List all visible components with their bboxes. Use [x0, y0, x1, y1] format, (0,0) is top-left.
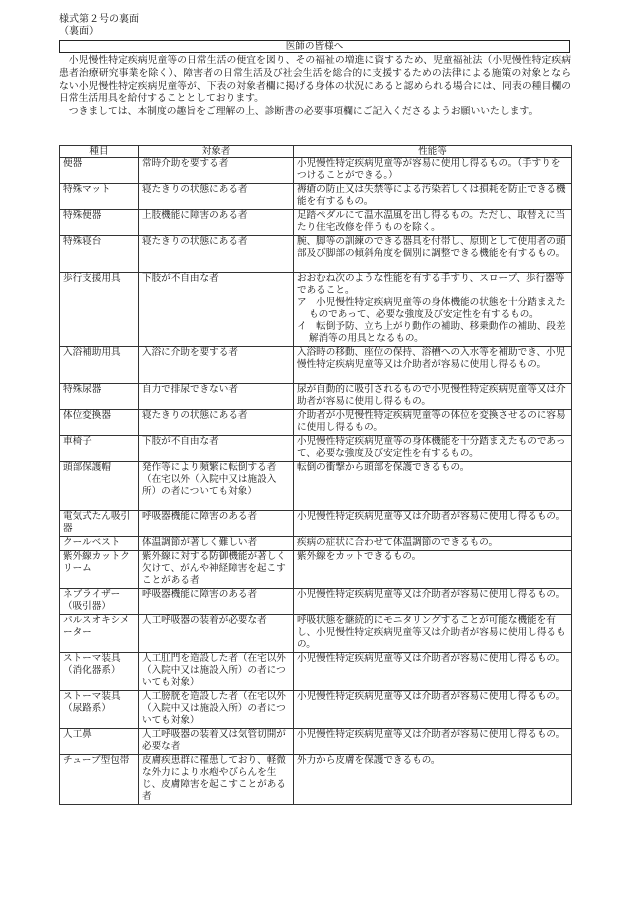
- performance-line: 褥瘡の防止又は失禁等による汚染若しくは損耗を防止できる機能を有するもの。: [297, 184, 566, 207]
- form-number: 様式第２号の裏面: [59, 14, 139, 25]
- target-cell: 常時介助を要する者: [139, 158, 294, 184]
- performance-cell: [294, 589, 572, 615]
- performance-cell: [294, 184, 572, 210]
- performance-line: 介助者が小児慢性特定疾病児童等の体位を変換させるのに容易に使用し得るもの。: [297, 410, 566, 433]
- performance-line: 紫外線をカットできるもの。: [297, 551, 422, 562]
- item-cell: 特殊尿器: [60, 384, 139, 410]
- performance-cell: [294, 653, 572, 691]
- performance-cell: [294, 537, 572, 551]
- performance-cell: [294, 436, 572, 462]
- intro-text: [59, 55, 571, 119]
- target-cell: 人工肛門を造設した者（在宅以外（入院中又は施設入所）の者についても対象）: [139, 653, 294, 691]
- table-row: [60, 589, 572, 615]
- target-cell: 上肢機能に障害のある者: [139, 210, 294, 236]
- item-cell: 電気式たん吸引器: [60, 511, 139, 537]
- performance-cell: [294, 210, 572, 236]
- performance-cell: [294, 729, 572, 755]
- performance-line: 小児慢性特定疾病児童等又は介助者が容易に使用し得るもの。: [297, 729, 566, 740]
- table-row: [60, 462, 572, 511]
- header-performance: 性能等: [294, 146, 572, 158]
- table-row: [60, 236, 572, 273]
- item-cell: ストーマ装具（尿路系）: [60, 691, 139, 729]
- target-cell: 入浴に介助を要する者: [139, 347, 294, 384]
- target-cell: 寝たきりの状態にある者: [139, 184, 294, 210]
- item-cell: 車椅子: [60, 436, 139, 462]
- performance-line: 足踏ペダルにて温水温風を出し得るもの。ただし、取替えに当たり住宅改修を伴うものを除く。: [297, 210, 566, 233]
- performance-line: イ 転倒予防、立ち上がり動作の補助、移乗動作の補助、段差解消等の用具となるもの。: [297, 321, 566, 344]
- target-cell: 自力で排尿できない者: [139, 384, 294, 410]
- table-row: [60, 729, 572, 755]
- performance-cell: [294, 551, 572, 589]
- performance-cell: [294, 158, 572, 184]
- target-cell: 皮膚疾患群に罹患しており、軽微な外力により水疱やびらんを生じ、皮膚障害を起こすことがある者: [139, 755, 294, 805]
- performance-line: 小児慢性特定疾病児童等又は介助者が容易に使用し得るもの。: [297, 653, 566, 664]
- target-cell: 下肢が不自由な者: [139, 273, 294, 347]
- performance-line: 小児慢性特定疾病児童等の身体機能を十分踏まえたものであって、必要な強度及び安定性を有するもの。: [297, 436, 566, 459]
- performance-cell: [294, 384, 572, 410]
- item-cell: クールベスト: [60, 537, 139, 551]
- table-header-row: [60, 146, 572, 158]
- performance-line: ア 小児慢性特定疾病児童等の身体機能の状態を十分踏まえたものであって、必要な強度及び安定性を有するもの。: [297, 297, 566, 320]
- table-row: [60, 615, 572, 653]
- performance-line: おおむね次のような性能を有する手すり、スロープ、歩行器等であること。: [297, 273, 565, 296]
- performance-cell: [294, 347, 572, 384]
- item-cell: ストーマ装具（消化器系）: [60, 653, 139, 691]
- performance-line: 呼吸状態を継続的にモニタリングすることが可能な機能を有し、小児慢性特定疾病児童等又は介助者が容易に使用し得るもの。: [297, 615, 566, 650]
- performance-line: 小児慢性特定疾病児童等又は介助者が容易に使用し得るもの。: [297, 511, 566, 522]
- target-cell: 紫外線に対する防御機能が著しく欠けて、がんや神経障害を起こすことがある者: [139, 551, 294, 589]
- table-row: [60, 755, 572, 805]
- target-cell: 寝たきりの状態にある者: [139, 410, 294, 436]
- performance-cell: [294, 410, 572, 436]
- item-cell: 紫外線カットクリーム: [60, 551, 139, 589]
- table-row: [60, 653, 572, 691]
- table-row: [60, 210, 572, 236]
- target-cell: 下肢が不自由な者: [139, 436, 294, 462]
- target-cell: 呼吸器機能に障害のある者: [139, 589, 294, 615]
- item-cell: 特殊便器: [60, 210, 139, 236]
- performance-line: 小児慢性特定疾病児童等又は介助者が容易に使用し得るもの。: [297, 589, 566, 600]
- performance-cell: [294, 691, 572, 729]
- equipment-table: [59, 145, 572, 805]
- intro-paragraph: 小児慢性特定疾病児童等の日常生活の便宜を図り、その福祉の増進に資するため、児童福祉法（小児慢性特定疾病患者治療研究事業を除く）、障害者の日常生活及び社会生活を総合的に支援するための法律による施策の対象とならない小児慢性特定疾病児童等が、下表の対象者欄に掲げる身体の状況にあると認められる場合には、同表の種目欄の日常生活用具を給付することとしております。: [59, 55, 571, 105]
- performance-cell: [294, 755, 572, 805]
- table-row: [60, 691, 572, 729]
- notice-title-box: 医師の皆様へ: [59, 40, 570, 53]
- item-cell: 体位変換器: [60, 410, 139, 436]
- table-row: [60, 347, 572, 384]
- item-cell: 特殊マット: [60, 184, 139, 210]
- target-cell: 人工呼吸器の装着が必要な者: [139, 615, 294, 653]
- target-cell: 発作等により頻繁に転倒する者（在宅以外（入院中又は施設入所）の者についても対象）: [139, 462, 294, 511]
- performance-cell: [294, 511, 572, 537]
- item-cell: パルスオキシメーター: [60, 615, 139, 653]
- performance-cell: [294, 462, 572, 511]
- performance-cell: [294, 236, 572, 273]
- table-row: [60, 158, 572, 184]
- performance-line: 入浴時の移動、座位の保持、浴槽への入水等を補助でき、小児慢性特定疾病児童等又は介助者が容易に使用し得るもの。: [297, 347, 566, 370]
- table-row: [60, 384, 572, 410]
- header-item: 種目: [60, 146, 139, 158]
- table-row: [60, 410, 572, 436]
- item-cell: 便器: [60, 158, 139, 184]
- item-cell: 歩行支援用具: [60, 273, 139, 347]
- target-cell: 寝たきりの状態にある者: [139, 236, 294, 273]
- item-cell: ネブライザー（吸引器）: [60, 589, 139, 615]
- performance-line: 小児慢性特定疾病児童等が容易に使用し得るもの。（手すりをつけることができる。）: [297, 158, 561, 181]
- page-side-label: （裏面）: [59, 26, 99, 37]
- target-cell: 体温調節が著しく難しい者: [139, 537, 294, 551]
- intro-paragraph: つきましては、本制度の趣旨をご理解の上、診断書の必要事項欄にご記入くださるようお願いいたします。: [68, 106, 539, 118]
- performance-line: 小児慢性特定疾病児童等又は介助者が容易に使用し得るもの。: [297, 691, 566, 702]
- performance-cell: [294, 615, 572, 653]
- target-cell: 呼吸器機能に障害のある者: [139, 511, 294, 537]
- performance-line: 疾病の症状に合わせて体温調節のできるもの。: [297, 537, 499, 548]
- item-cell: 人工鼻: [60, 729, 139, 755]
- table-row: [60, 551, 572, 589]
- header-target: 対象者: [139, 146, 294, 158]
- performance-line: 尿が自動的に吸引されるもので小児慢性特定疾病児童等又は介助者が容易に使用し得るもの。: [297, 384, 566, 407]
- item-cell: 入浴補助用具: [60, 347, 139, 384]
- performance-cell: [294, 273, 572, 347]
- performance-line: 外力から皮膚を保護できるもの。: [297, 755, 441, 766]
- item-cell: 特殊寝台: [60, 236, 139, 273]
- table-row: [60, 537, 572, 551]
- item-cell: 頭部保護帽: [60, 462, 139, 511]
- table-row: [60, 273, 572, 347]
- target-cell: 人工呼吸器の装着又は気管切開が必要な者: [139, 729, 294, 755]
- table-row: [60, 184, 572, 210]
- target-cell: 人工膀胱を造設した者（在宅以外（入院中又は施設入所）の者についても対象）: [139, 691, 294, 729]
- table-row: [60, 511, 572, 537]
- performance-line: 腕、脚等の訓練のできる器具を付帯し、原則として使用者の頭部及び脚部の傾斜角度を個別に調整できる機能を有するもの。: [297, 236, 566, 259]
- performance-line: 転倒の衝撃から頭部を保護できるもの。: [297, 462, 470, 473]
- table-row: [60, 436, 572, 462]
- item-cell: チューブ型包帯: [60, 755, 139, 805]
